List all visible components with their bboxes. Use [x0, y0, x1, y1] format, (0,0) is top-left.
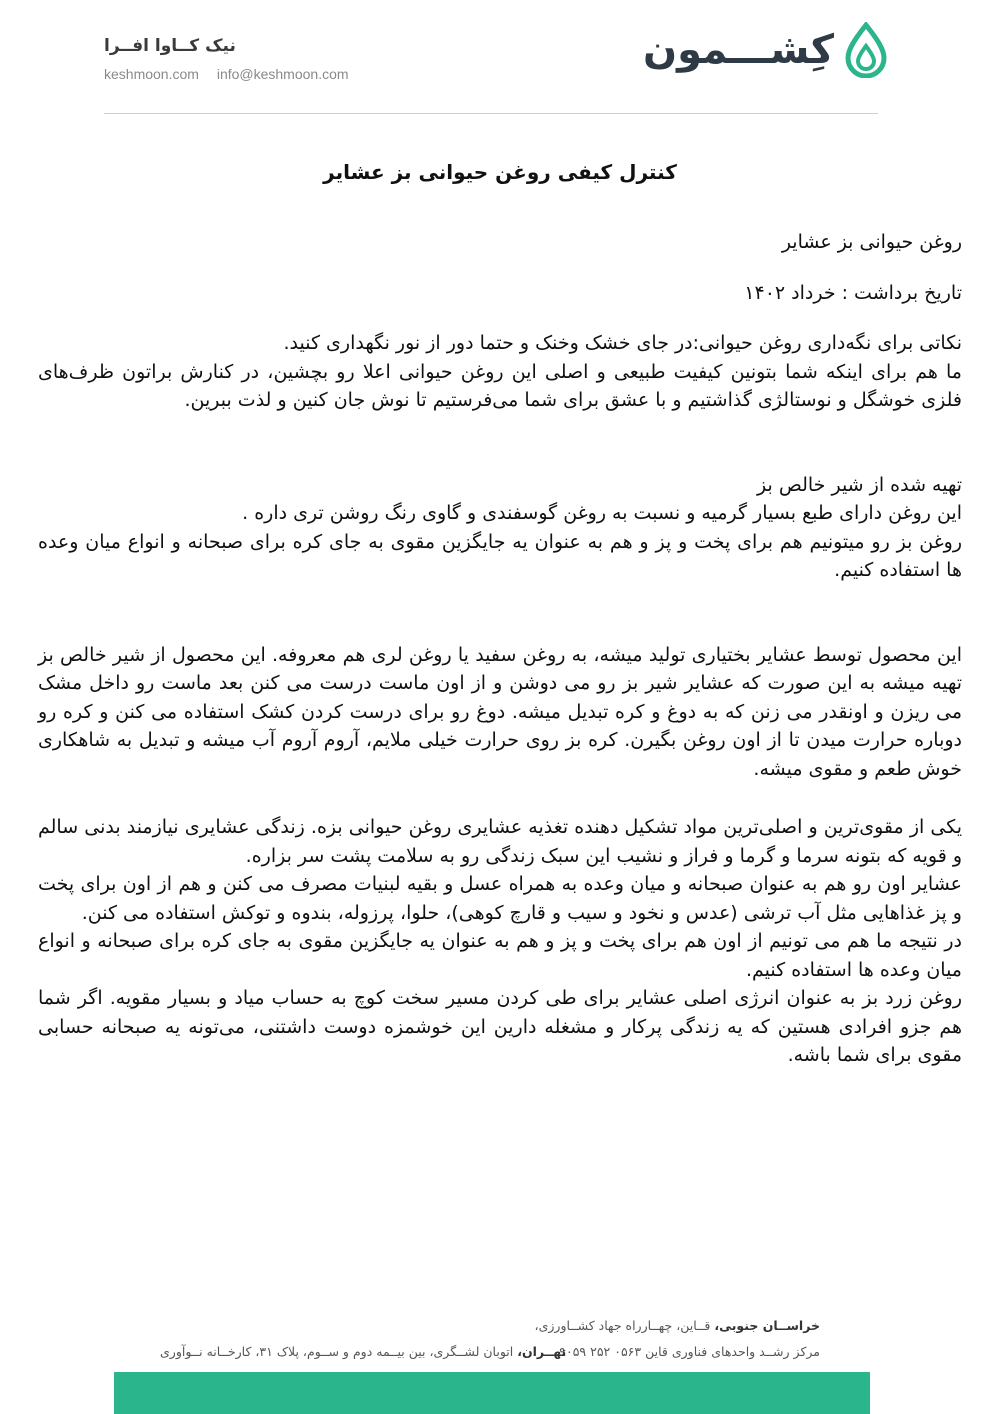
harvest-date: تاریخ برداشت : خرداد ۱۴۰۲	[744, 281, 962, 304]
paragraph: یکی از مقوی‌ترین و اصلی‌ترین مواد تشکیل دهنده تغذیه عشایری روغن حیوانی بزه. زندگی عشایری نیازمند بدنی سالم و قویه که بتونه سرما و گرما و فراز و نشیب این سبک زندگی رو به سلامت پشت سر بزاره.	[38, 816, 962, 867]
paragraph: روغن بز رو میتونیم هم برای پخت و پز و هم به عنوان یه جایگزین مقوی به جای کره برای صبحانه و انواع میان وعده ها استفاده کنیم.	[38, 530, 962, 581]
header-divider	[104, 113, 878, 114]
paragraph: ما هم برای اینکه شما بتونین کیفیت طبیعی و اصلی این روغن حیوانی اعلا رو بچشین، در کنارش براتون ظرف‌های فلزی خوشگل و نوستالژی گذاشتیم و با عشق برای شما می‌فرستیم تا نوش جان کنین و لذت ببرین.	[38, 360, 962, 411]
page-footer	[0, 1300, 1000, 1414]
website-link[interactable]: keshmoon.com	[104, 66, 199, 82]
made-from: تهیه شده از شیر خالص بز	[757, 473, 962, 496]
address-tehran	[160, 1344, 566, 1359]
paragraph: روغن زرد بز به عنوان انرژی اصلی عشایر برای طی کردن مسیر سخت کوچ به حساب میاد و بسیار مقویه. اگر شما هم جزو افرادی هستین که یه زندگی پرکار و مشغله دارین این خوشمزه دوست داشتنی، می‌تونه یه صبحانه حسابی مقوی برای شما باشه.	[38, 987, 962, 1066]
paragraph: این روغن دارای طبع بسیار گرمیه و نسبت به روغن گوسفندی و گاوی رنگ روشن تری داره .	[242, 502, 962, 524]
document-body	[38, 228, 962, 1070]
footer-accent-bar	[114, 1372, 870, 1414]
document-title: کنترل کیفی روغن حیوانی بز عشایر	[323, 160, 677, 184]
brand-name: کِشـــمون	[642, 27, 834, 73]
paragraph: این محصول توسط عشایر بختیاری تولید میشه، به روغن سفید یا روغن لری هم معروفه. این محصول از شیر خالص بز تهیه میشه به این صورت که عشایر شیر بز رو می دوشن و از اون ماست درست می کنن بعد ماست رو داخل مشک می ریزن و اونقدر می زنن که به دوغ و کره تبدیل میشه. دوغ رو برای درست کردن کشک استفاده می کنن و کره رو دوباره حرارت میدن تا از اون روغن بگیرن. کره بز روی حرارت خیلی ملایم، آروم آروم آب میشه و تبدیل به شاهکاری خوش طعم و مقوی میشه.	[38, 643, 962, 780]
address-khorasan-phone: مرکز رشــد واحدهای فناوری قاین ۰۵۶۳ ۲۵۲ ۹۰۵۹	[559, 1344, 820, 1359]
brand-logo	[643, 22, 888, 78]
drop-logo-icon	[844, 22, 888, 78]
storage-notes: نکاتی برای نگه‌داری روغن حیوانی:در جای خشک وخنک و حتما دور از نور نگهداری کنید.	[283, 332, 962, 354]
address-text: اتوبان لشــگری، بین بیــمه دوم و ســوم، پلاک ۳۱، کارخــانه نــوآوری	[160, 1344, 518, 1359]
company-name: نیک کــاوا افــرا	[104, 36, 236, 56]
address-label: خراســان جنوبی،	[714, 1318, 820, 1333]
address-label: تهــران،	[517, 1344, 567, 1359]
company-contact	[104, 66, 404, 82]
address-text: قــاین، چهــارراه جهاد کشــاورزی،	[534, 1318, 715, 1333]
company-info	[104, 36, 404, 82]
email-link[interactable]: info@keshmoon.com	[216, 66, 349, 82]
product-line: روغن حیوانی بز عشایر	[781, 231, 962, 253]
paragraph: در نتیجه ما هم می تونیم از اون هم برای پخت و پز و هم به عنوان یه جایگزین مقوی به جای کره برای صبحانه و انواع میان وعده ها استفاده کنیم.	[38, 930, 962, 981]
page-header	[0, 0, 1000, 120]
paragraph: عشایر اون رو هم به عنوان صبحانه و میان وعده به همراه عسل و بقیه لبنیات مصرف می کنن و هم از اون برای پخت و پز غذاهایی مثل آب ترشی (عدس و نخود و سیب و قارچ کوهی)، حلوا، پرزوله، بندوه و توکش استفاده می کنن.	[38, 873, 962, 924]
address-khorasan	[535, 1318, 820, 1333]
